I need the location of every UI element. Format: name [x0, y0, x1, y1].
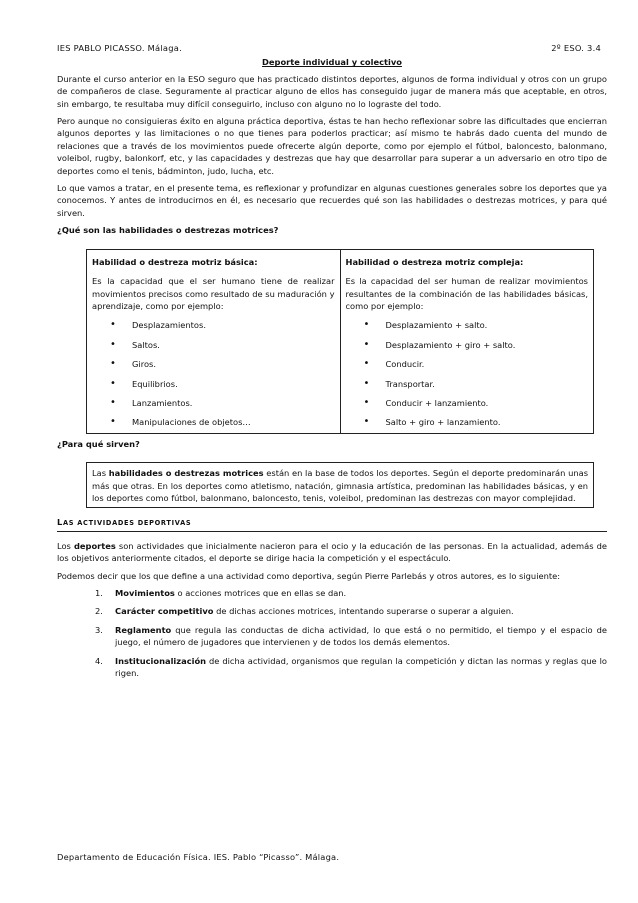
skills-purpose-box [86, 462, 594, 508]
list-item: • Transportar. [364, 378, 589, 390]
list-item: • Desplazamiento + giro + salto. [364, 339, 589, 351]
list-item-text: de dichas acciones motrices, intentando superarse o superar a alguien. [213, 606, 514, 617]
sports-definition-paragraph [57, 540, 607, 565]
list-item-term: Movimientos [115, 588, 175, 598]
intro-paragraph-3: Lo que vamos a tratar, en el presente tema, es reflexionar y profundizar en algunas cuestiones generales sobre los deportes que ya conocemos. Y antes de introducirnos en él, es necesario que recuerdes qué son las habilidades o destrezas motrices, y para qué sirven. [57, 183, 607, 218]
list-number: 1. [95, 588, 103, 598]
box-text-start: Las [92, 468, 109, 479]
sports-text-start: Los [57, 540, 74, 551]
basic-skill-title: Habilidad o destreza motriz básica: [92, 256, 258, 267]
header-course: 2º ESO. 3.4 [551, 43, 601, 53]
list-item [57, 624, 607, 649]
question-what-for: ¿Para qué sirven? [57, 438, 140, 449]
list-item: • Desplazamiento + salto. [364, 319, 589, 331]
list-item: • Giros. [110, 358, 335, 370]
list-number: 2. [95, 606, 103, 617]
basic-skill-description: Es la capacidad que el ser humano tiene de realizar movimientos precisos como resultado de su maduración y aprendizaje, como por ejemplo: [92, 276, 335, 311]
section-heading-initial-1: L [57, 517, 63, 528]
list-item-term: Carácter competitivo [115, 606, 214, 617]
list-item [57, 655, 607, 680]
intro-paragraph-2: Pero aunque no consiguieras éxito en alguna práctica deportiva, éstas te han hecho reflexionar sobre las dificultades que encierran algunos deportes y las limitaciones o no que tienes para poderlos practicar; así mismo te habrás dado cuenta del mundo de relaciones que a través de los movimientos puede ofrecerte algún deporte, como por ejemplo el fútbol, baloncesto, balonmano, voleibol, rugby, balonkorf, etc, y las capacidades y destrezas que hay que desarrollar para superar a un adversario en otro tipo de deportes como el tenis, bádminton, judo, lucha, etc. [57, 116, 607, 176]
list-item-term: Reglamento [115, 624, 172, 635]
complex-skill-list [346, 319, 589, 428]
list-item: • Equilibrios. [110, 378, 335, 390]
list-item [57, 587, 607, 599]
list-item-term: Institucionalización [115, 655, 207, 666]
list-item: • Manipulaciones de objetos… [110, 416, 335, 428]
basic-skill-list [92, 319, 335, 428]
section-heading-part-1: AS [63, 519, 78, 528]
skills-table [86, 249, 594, 434]
complex-skill-description: Es la capacidad del ser human de realizar movimientos resultantes de la combinación de las habilidades básicas, como por ejemplo: [345, 276, 588, 311]
basic-skill-cell [87, 249, 341, 433]
intro-paragraph-1: Durante el curso anterior en la ESO seguro que has practicado distintos deportes, algunos de forma individual y otros con un grupo de compañeros de clase. Seguramente al practicar alguno de ellos has conseguido jugar de manera más que aceptable, en otros, sin embargo, te resultaba muy difícil conseguirlo, incluso con alguno no lo lograste del todo. [57, 73, 607, 109]
list-item: • Saltos. [110, 339, 335, 351]
sports-text-bold: deportes [73, 540, 116, 551]
list-item [57, 605, 607, 617]
page-header [57, 42, 607, 54]
question-what-are-skills: ¿Qué son las habilidades o destrezas motrices? [57, 225, 279, 236]
header-school: IES PABLO PICASSO. Málaga. [57, 43, 182, 53]
document-title: Deporte individual y colectivo [262, 57, 402, 68]
define-intro-paragraph: Podemos decir que los que define a una actividad como deportiva, según Pierre Parlebás y otros autores, es lo siguiente: [57, 570, 561, 581]
complex-skill-cell [340, 249, 594, 433]
box-text-end: están en la base de todos los deportes. Según el deporte predominarán unas más que otras. En los deportes como atletismo, natación, gimnasia artística, predominan las habilidades básicas, y en los deportes como fútbol, balonmano, baloncesto, tenis, voleibol, predominan las destrezas con mayor complejidad. [92, 468, 589, 503]
section-heading-part-2: ACTIVIDADES DEPORTIVAS [77, 519, 192, 528]
list-item: • Salto + giro + lanzamiento. [364, 416, 589, 428]
list-number: 4. [95, 655, 103, 666]
list-item: • Conducir + lanzamiento. [364, 397, 589, 409]
sports-text-end: son actividades que inicialmente nacieron para el ocio y la educación de las personas. En la actualidad, además de los objetivos anteriormente citados, el deporte se dirige hacia la competición y el espectáculo. [57, 540, 607, 564]
page-footer: Departamento de Educación Física. IES. Pablo “Picasso”. Málaga. [57, 852, 340, 862]
list-item: • Desplazamientos. [110, 319, 335, 331]
complex-skill-title: Habilidad o destreza motriz compleja: [345, 256, 524, 267]
list-item: • Lanzamientos. [110, 397, 335, 409]
document-page [57, 42, 607, 685]
section-heading [57, 516, 607, 531]
list-item-text: que regula las conductas de dicha actividad, lo que está o no permitido, el tiempo y el espacio de juego, el número de jugadores que intervienen y de todos los demás elementos. [115, 624, 607, 648]
list-item-text: de dicha actividad, organismos que regulan la competición y dictan las normas y reglas que lo rigen. [115, 655, 607, 679]
box-text-bold: habilidades o destrezas motrices [108, 468, 264, 479]
sport-features-list [57, 587, 607, 679]
list-item-text: o acciones motrices que en ellas se dan. [174, 588, 347, 598]
list-item: • Conducir. [364, 358, 589, 370]
list-number: 3. [95, 624, 103, 635]
